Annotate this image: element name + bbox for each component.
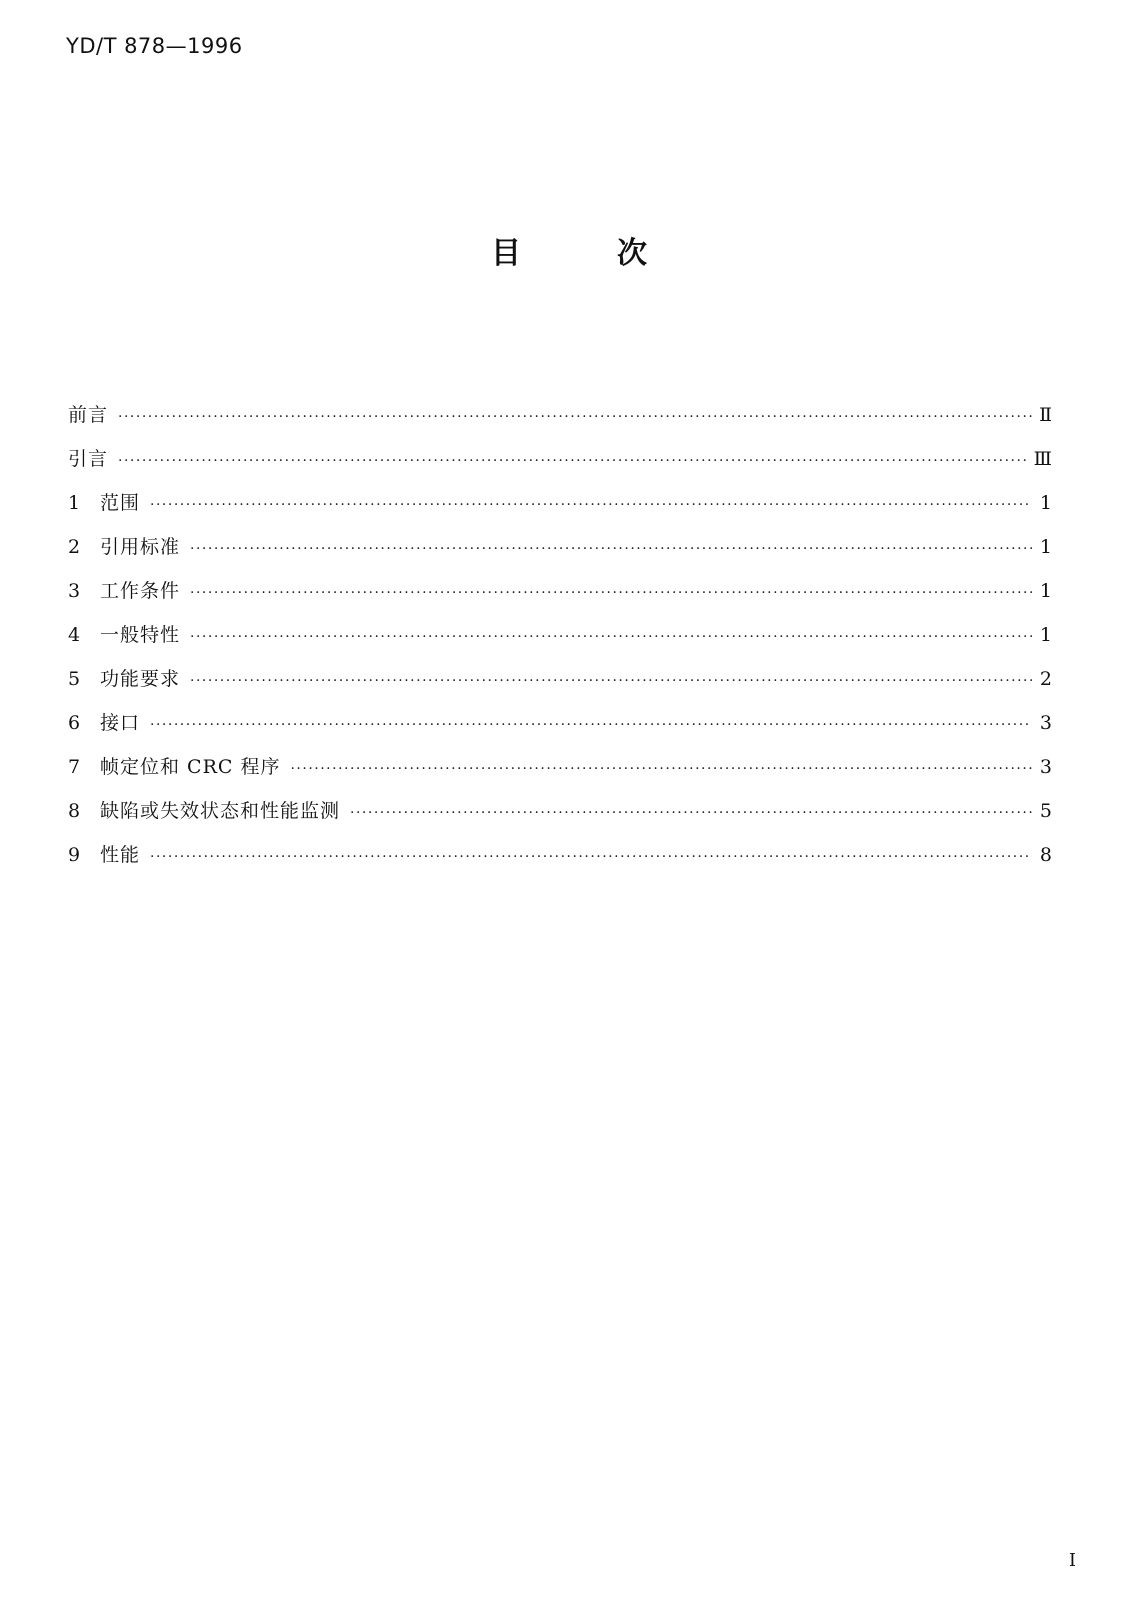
toc-entry-label: 引言 [68,448,109,470]
toc-entry-page: 8 [1039,844,1052,866]
toc-entry-label: 性能 [100,844,141,866]
toc-leader-dots [150,717,1032,733]
toc-leader-dots [350,805,1032,821]
toc-entry-number: 3 [68,580,81,602]
toc-entry-page: 1 [1039,624,1052,646]
page-title [0,228,1138,272]
toc-entry-6[interactable] [68,708,1052,752]
toc-entry-number: 2 [68,536,81,558]
toc-entry-3[interactable] [68,576,1052,620]
toc-entry-number: 5 [68,668,81,690]
toc-entry-preface[interactable] [68,400,1052,444]
toc-leader-dots [118,453,1028,469]
toc-entry-label: 引用标准 [100,536,181,558]
toc-entry-1[interactable] [68,488,1052,532]
toc-entry-page: Ⅲ [1033,448,1052,470]
document-code: YD/T 878—1996 [66,34,243,58]
toc-entry-page: 1 [1039,492,1052,514]
toc-entry-page: 5 [1039,800,1052,822]
toc-entry-number: 8 [68,800,81,822]
toc-leader-dots [190,585,1032,601]
toc-leader-dots [150,849,1032,865]
toc-leader-dots [190,673,1032,689]
toc-entry-5[interactable] [68,664,1052,708]
toc-entry-number: 7 [68,756,81,778]
toc-entry-label: 帧定位和 CRC 程序 [100,756,281,778]
toc-entry-label: 前言 [68,404,109,426]
table-of-contents [68,400,1052,884]
title-char-2: 次 [617,236,647,271]
toc-entry-label: 工作条件 [100,580,181,602]
toc-entry-page: 2 [1039,668,1052,690]
toc-entry-page: Ⅱ [1039,404,1052,426]
toc-entry-number: 1 [68,492,81,514]
toc-leader-dots [150,497,1032,513]
toc-entry-page: 3 [1039,756,1052,778]
toc-entry-label: 一般特性 [100,624,181,646]
page-number: I [1068,1550,1076,1571]
toc-entry-number: 9 [68,844,81,866]
toc-entry-9[interactable] [68,840,1052,884]
toc-entry-number: 6 [68,712,81,734]
toc-entry-7[interactable] [68,752,1052,796]
toc-entry-8[interactable] [68,796,1052,840]
toc-leader-dots [290,761,1032,777]
toc-entry-page: 1 [1039,580,1052,602]
toc-leader-dots [190,629,1032,645]
toc-entry-page: 3 [1039,712,1052,734]
toc-leader-dots [190,541,1032,557]
toc-entry-page: 1 [1039,536,1052,558]
toc-entry-label: 缺陷或失效状态和性能监测 [100,800,341,822]
toc-entry-2[interactable] [68,532,1052,576]
toc-entry-4[interactable] [68,620,1052,664]
toc-entry-number: 4 [68,624,81,646]
toc-entry-label: 接口 [100,712,141,734]
toc-entry-introduction[interactable] [68,444,1052,488]
toc-leader-dots [118,409,1032,425]
toc-entry-label: 范围 [100,492,141,514]
toc-entry-label: 功能要求 [100,668,181,690]
title-char-1: 目 [491,236,521,271]
